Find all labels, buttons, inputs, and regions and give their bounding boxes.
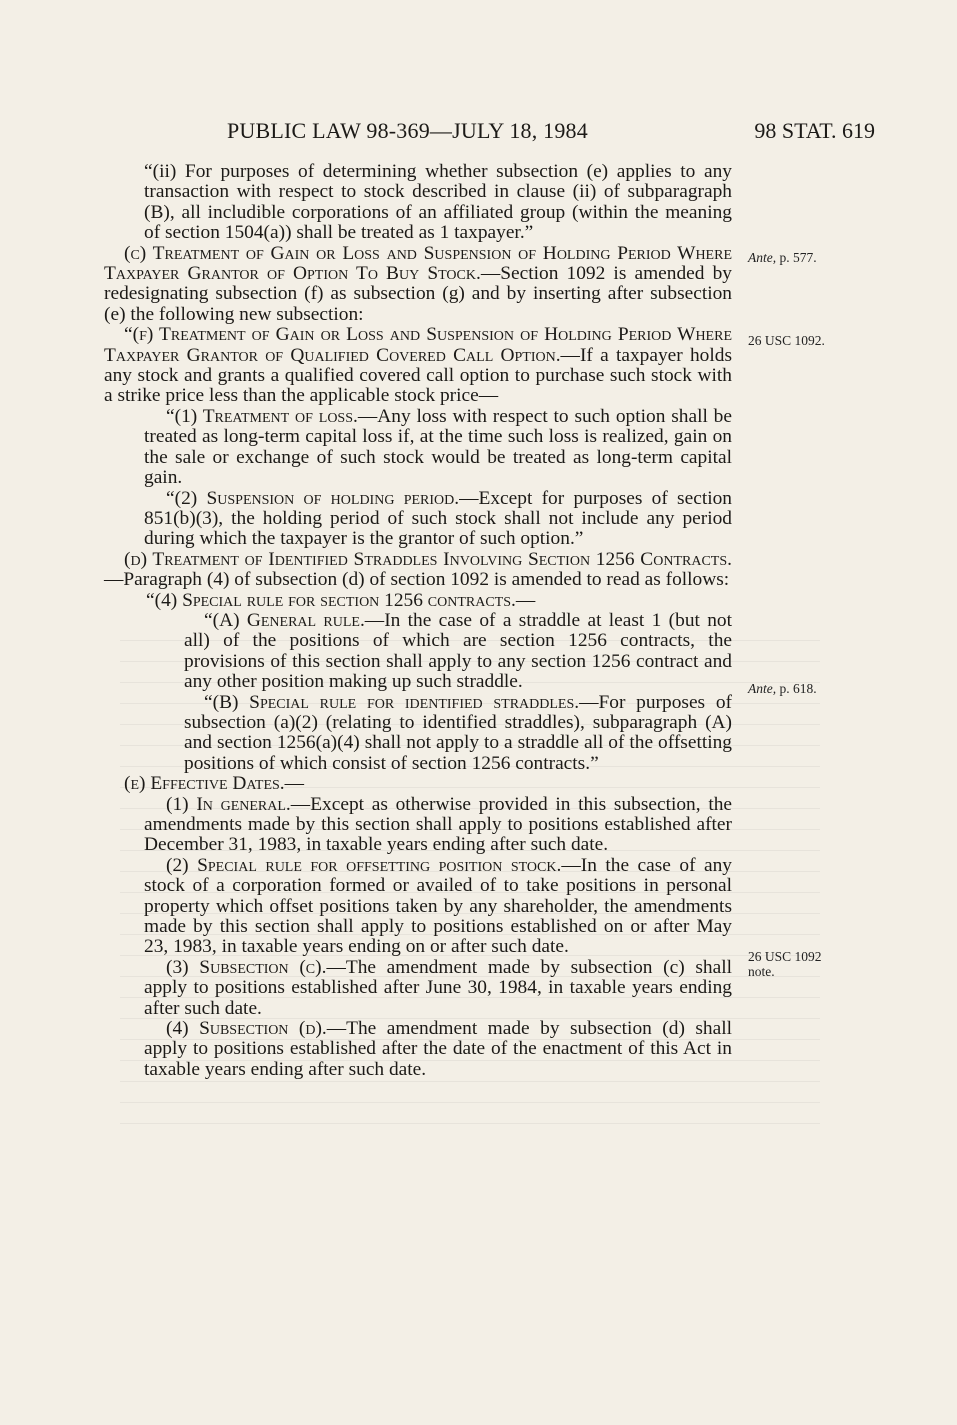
- paragraph-heading: (1) In general.—: [166, 793, 311, 815]
- header-title: PUBLIC LAW 98-369—JULY 18, 1984: [227, 118, 588, 143]
- paragraph-d4: [104, 591, 732, 611]
- header-stat-page: 98 STAT. 619: [754, 118, 875, 143]
- paragraph-heading: “(4) Special rule for section 1256 contracts.—: [146, 589, 536, 611]
- paragraph-e4: (4) Subsection (d).—The amendment made by subsection (d) shall apply to positions established after the date of the enactment of this Act in taxable years ending after such date.: [144, 1018, 732, 1080]
- paragraph-heading: (2) Special rule for offsetting position stock.—: [166, 854, 581, 876]
- paragraph-heading: (d) Treatment of Identified Straddles Involving Section 1256 Contracts.—: [104, 548, 732, 591]
- paragraph-f: “(f) Treatment of Gain or Loss and Suspension of Holding Period Where Taxpayer Grantor of Qualified Covered Call Option.—If a taxpayer holds any stock and grants a qualified covered call option to purchase such stock with a strike price less than the applicable stock price—: [104, 324, 732, 407]
- paragraph-heading: “(B) Special rule for identified straddles.—: [204, 691, 599, 713]
- paragraph-heading: (e) Effective Dates.—: [124, 773, 305, 795]
- paragraph-heading: “(A) General rule.—: [204, 609, 385, 631]
- paragraph-heading: (3) Subsection (c).—: [166, 956, 346, 978]
- paragraph-heading: (c) Treatment of Gain or Loss and Suspension of Holding Period Where Taxpayer Grantor of Option To Buy Stock.—: [104, 242, 732, 285]
- margin-note-ante-618: Ante, p. 618.: [748, 681, 817, 696]
- paragraph-heading: “(f) Treatment of Gain or Loss and Suspension of Holding Period Where Taxpayer Grantor of Qualified Covered Call Option.—: [104, 324, 732, 366]
- paragraph-heading: (4) Subsection (d).—: [166, 1018, 347, 1040]
- paragraph-e2: (2) Special rule for offsetting position stock.—In the case of any stock of a corporation formed or availed of to take positions in personal property which offset positions taken by any shareholder, the amendments made by this section shall apply to positions established on or after May 23, 1983, in taxable years ending on or after such date.: [144, 854, 733, 958]
- paragraph-e3: (3) Subsection (c).—The amendment made by subsection (c) shall apply to positions established after June 30, 1984, in taxable years ending after such date.: [144, 956, 733, 1019]
- paragraph-f1: “(1) Treatment of loss.—Any loss with respect to such option shall be treated as long-term capital loss if, at the time such loss is realized, gain on the sale or exchange of such stock would be treated as long-term capital gain.: [144, 405, 732, 489]
- margin-note-26usc1092: 26 USC 1092.: [748, 333, 825, 348]
- paragraph-d: (d) Treatment of Identified Straddles Involving Section 1256 Contracts.—Paragraph (4) of subsection (d) of section 1092 is amended to read as follows:: [104, 548, 732, 591]
- paragraph-d4b: “(B) Special rule for identified straddles.—For purposes of subsection (a)(2) (relating to identified straddles), subparagraph (A) and section 1256(a)(4) shall not apply to a straddle all of the offsetting positions of which consist of section 1256 contracts.”: [184, 691, 732, 774]
- paragraph-d4a: “(A) General rule.—In the case of a straddle at least 1 (but not all) of the positions of which are section 1256 contracts, the provisions of this section shall apply to any section 1256 contract and any other position making up such straddle.: [184, 609, 733, 693]
- paragraph-heading: “(1) Treatment of loss.—: [166, 405, 378, 427]
- statute-body: [104, 162, 732, 1080]
- paragraph-ii: “(ii) For purposes of determining whether subsection (e) applies to any transaction with respect to stock described in clause (ii) of subparagraph (B), all includible corporations of an affiliated group (within the meaning of section 1504(a)) shall be treated as 1 taxpayer.”: [144, 161, 732, 244]
- margin-note-ante-577: Ante, p. 577.: [748, 250, 817, 265]
- paragraph-heading: “(2) Suspension of holding period.—: [166, 487, 479, 509]
- paragraph-c: (c) Treatment of Gain or Loss and Suspension of Holding Period Where Taxpayer Grantor of Option To Buy Stock.—Section 1092 is amended by redesignating subsection (f) as subsection (g) and by inserting after subsection (e) the following new subsection:: [104, 242, 732, 325]
- paragraph-e1: (1) In general.—Except as otherwise provided in this subsection, the amendments made by this section shall apply to positions established after December 31, 1983, in taxable years ending after such date.: [144, 793, 733, 856]
- paragraph-f2: “(2) Suspension of holding period.—Except for purposes of section 851(b)(3), the holding period of such stock shall not include any period during which the taxpayer is the grantor of such option.”: [144, 487, 732, 550]
- page-header: [0, 118, 957, 146]
- margin-note-26usc1092-note: 26 USC 1092 note.: [748, 949, 822, 979]
- paragraph-e: [104, 774, 732, 794]
